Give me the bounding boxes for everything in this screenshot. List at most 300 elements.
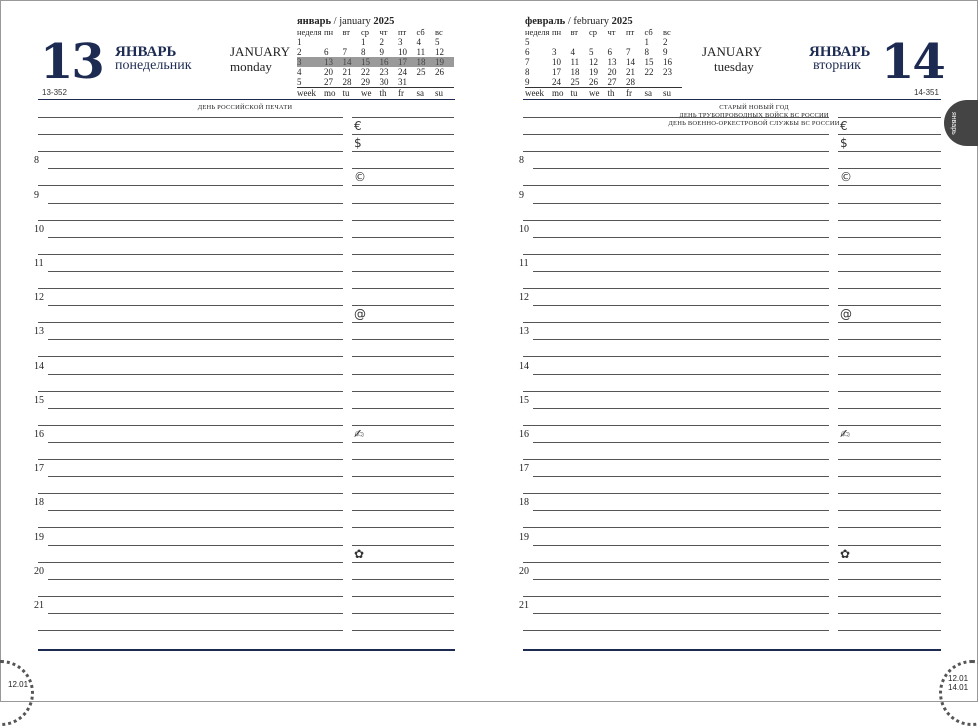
side-note-line[interactable] [352, 459, 454, 460]
write-line[interactable] [38, 151, 343, 152]
side-note-line[interactable] [352, 203, 454, 204]
write-line[interactable] [38, 288, 343, 289]
weekday-ru: вторник [813, 58, 861, 73]
write-line[interactable] [48, 237, 343, 238]
day-number: 14 [881, 34, 944, 90]
euro-icon: € [840, 119, 848, 133]
side-note-line[interactable] [838, 203, 941, 204]
hour-label: 19 [34, 532, 44, 543]
side-note-line[interactable] [838, 168, 941, 169]
calendar-cell: we [361, 88, 380, 99]
calendar-cell [417, 77, 436, 88]
side-note-line[interactable] [352, 220, 454, 221]
calendar-cell: 13 [324, 57, 343, 67]
side-note-line[interactable] [838, 305, 941, 306]
header-rule [523, 99, 941, 100]
calendar-cell: 21 [626, 67, 635, 77]
side-note-line[interactable] [352, 408, 454, 409]
calendar-cell: вс [435, 27, 443, 37]
calendar-cell: 12 [589, 57, 598, 67]
write-line[interactable] [523, 356, 829, 357]
write-line[interactable] [38, 425, 343, 426]
write-line[interactable] [523, 391, 829, 392]
write-line[interactable] [523, 527, 829, 528]
write-line[interactable] [533, 374, 829, 375]
calendar-cell [552, 37, 571, 47]
write-line[interactable] [48, 510, 343, 511]
calendar-cell: 18 [417, 57, 436, 67]
calendar-cell: 21 [342, 67, 352, 77]
footer-rule [38, 649, 455, 651]
write-line[interactable] [523, 220, 829, 221]
side-note-line[interactable] [352, 168, 454, 169]
calendar-cell: 26 [589, 77, 598, 87]
write-line[interactable] [48, 271, 343, 272]
right-page [489, 0, 978, 702]
calendar-cell: вт [570, 27, 579, 37]
weekday-en: tuesday [714, 59, 754, 74]
hour-label: 16 [34, 429, 44, 440]
write-line[interactable] [38, 391, 343, 392]
side-note-line[interactable] [838, 425, 941, 426]
month-ru: ЯНВАРЬ [809, 44, 871, 60]
calendar-cell: 29 [361, 77, 370, 87]
side-note-line[interactable] [352, 391, 454, 392]
write-line[interactable] [533, 579, 829, 580]
left-page [0, 0, 489, 702]
side-note-line[interactable] [838, 459, 941, 460]
side-note-line[interactable] [838, 374, 941, 375]
hour-label: 17 [519, 463, 529, 474]
calendar-cell: 1 [644, 37, 649, 47]
at-icon: @ [840, 307, 852, 321]
calendar-cell [645, 77, 664, 88]
write-line[interactable] [523, 117, 829, 118]
calendar-cell: 19 [589, 67, 598, 77]
calendar-title: январь / january 2025 [297, 16, 395, 27]
side-note-line[interactable] [352, 630, 454, 631]
calendar-grid [525, 27, 682, 98]
calendar-cell: неделя [525, 27, 550, 37]
write-line[interactable] [533, 339, 829, 340]
calendar-cell: 2 [663, 37, 668, 47]
write-line[interactable] [38, 254, 343, 255]
write-line[interactable] [48, 579, 343, 580]
day-code: 14-351 [914, 88, 939, 97]
calendar-cell: 7 [626, 47, 631, 57]
hour-label: 17 [34, 463, 44, 474]
hour-label: 19 [519, 532, 529, 543]
month-en: JANUARY [230, 44, 290, 59]
euro-icon: € [354, 119, 362, 133]
side-note-line[interactable] [352, 476, 454, 477]
hour-label: 10 [519, 224, 529, 235]
calendar-cell: 11 [570, 57, 580, 67]
calendar-cell: th [608, 88, 627, 99]
side-note-line[interactable] [352, 374, 454, 375]
holiday-list [100, 104, 390, 112]
calendar-cell: 23 [379, 67, 389, 77]
write-line[interactable] [48, 442, 343, 443]
hour-label: 14 [519, 361, 529, 372]
calendar-cell: 8 [644, 47, 649, 57]
holiday-item: СТАРЫЙ НОВЫЙ ГОД [719, 104, 789, 111]
calendar-cell [343, 37, 362, 47]
side-note-line[interactable] [838, 630, 941, 631]
write-line[interactable] [523, 493, 829, 494]
weekday-en: monday [230, 59, 272, 74]
calendar-cell: sa [645, 88, 664, 99]
hour-label: 15 [519, 395, 529, 406]
calendar-cell: 12 [435, 47, 444, 57]
side-note-line[interactable] [352, 356, 454, 357]
calendar-cell: 25 [570, 77, 580, 87]
side-note-line[interactable] [838, 596, 941, 597]
calendar-cell: 20 [607, 67, 617, 77]
hour-label: 21 [519, 600, 529, 611]
decorative-dots [939, 660, 978, 726]
side-note-line[interactable] [352, 596, 454, 597]
hour-label: 18 [34, 497, 44, 508]
holiday-item: ДЕНЬ РОССИЙСКОЙ ПЕЧАТИ [197, 104, 293, 111]
side-note-line[interactable] [838, 562, 941, 563]
write-line[interactable] [48, 545, 343, 546]
calendar-cell: 17 [398, 57, 417, 67]
calendar-cell: 8 [525, 67, 530, 77]
calendar-cell [589, 37, 608, 47]
side-note-line[interactable] [838, 493, 941, 494]
page-number: 12.01 14.01 [948, 674, 969, 692]
calendar-cell: sa [417, 88, 436, 99]
calendar-cell: пн [552, 27, 562, 37]
calendar-cell: 1 [361, 37, 366, 47]
side-note-line[interactable] [838, 288, 941, 289]
write-line[interactable] [48, 203, 343, 204]
holiday-item: ДЕНЬ ТРУБОПРОВОДНЫХ ВОЙСК ВС РОССИИ [679, 112, 829, 119]
calendar-cell: 27 [324, 77, 333, 87]
write-line[interactable] [523, 134, 829, 135]
side-note-line[interactable] [352, 510, 454, 511]
write-line[interactable] [38, 185, 343, 186]
calendar-cell: 19 [435, 57, 454, 67]
calendar-cell: tu [343, 88, 362, 99]
side-note-line[interactable] [838, 339, 941, 340]
calendar-cell: 20 [324, 67, 333, 77]
calendar-cell: 5 [297, 77, 302, 87]
side-note-line[interactable] [838, 237, 941, 238]
calendar-cell: 16 [380, 57, 399, 67]
write-line[interactable] [533, 305, 829, 306]
side-note-line[interactable] [838, 442, 941, 443]
calendar-cell: tu [571, 88, 590, 99]
side-note-line[interactable] [838, 185, 941, 186]
calendar-cell: 10 [398, 47, 407, 57]
hour-label: 10 [34, 224, 44, 235]
calendar-cell: сб [644, 27, 653, 37]
calendar-cell [663, 77, 682, 88]
writing-hand-icon: ✍ [354, 427, 365, 441]
calendar-cell: 24 [552, 77, 561, 87]
side-note-line[interactable] [352, 562, 454, 563]
side-note-line[interactable] [838, 356, 941, 357]
side-note-line[interactable] [352, 254, 454, 255]
calendar-cell [608, 37, 627, 47]
write-line[interactable] [533, 203, 829, 204]
side-note-line[interactable] [838, 271, 941, 272]
side-note-line[interactable] [352, 185, 454, 186]
calendar-cell [571, 37, 590, 47]
side-note-line[interactable] [352, 151, 454, 152]
hour-label: 15 [34, 395, 44, 406]
header-rule [38, 99, 455, 100]
hour-label: 9 [34, 190, 39, 201]
write-line[interactable] [533, 271, 829, 272]
write-line[interactable] [533, 476, 829, 477]
calendar-cell: 8 [361, 47, 366, 57]
side-note-line[interactable] [838, 476, 941, 477]
calendar-cell: 9 [379, 47, 384, 57]
side-note-line[interactable] [352, 579, 454, 580]
calendar-cell: пт [398, 27, 407, 37]
dollar-icon: $ [840, 136, 848, 150]
write-line[interactable] [533, 408, 829, 409]
side-note-line[interactable] [838, 134, 941, 135]
side-note-line[interactable] [352, 271, 454, 272]
calendar-cell: 10 [552, 57, 561, 67]
write-line[interactable] [533, 510, 829, 511]
write-line[interactable] [38, 459, 343, 460]
write-line[interactable] [38, 220, 343, 221]
calendar-cell: 14 [626, 57, 635, 67]
calendar-cell [626, 37, 645, 47]
side-note-line[interactable] [352, 425, 454, 426]
calendar-grid [297, 27, 454, 98]
side-note-line[interactable] [352, 305, 454, 306]
hour-label: 8 [34, 155, 39, 166]
hour-label: 12 [519, 292, 529, 303]
side-note-line[interactable] [352, 493, 454, 494]
write-line[interactable] [38, 356, 343, 357]
calendar-cell: 22 [361, 67, 370, 77]
calendar-cell: чт [379, 27, 388, 37]
dollar-icon: $ [354, 136, 362, 150]
write-line[interactable] [523, 459, 829, 460]
write-line[interactable] [533, 545, 829, 546]
side-note-line[interactable] [838, 254, 941, 255]
calendar-cell [435, 77, 454, 88]
mini-calendar [525, 17, 682, 98]
calendar-cell: 2 [379, 37, 384, 47]
holiday-item: ДЕНЬ ВОЕННО-ОРКЕСТРОВОЙ СЛУЖБЫ ВС РОССИИ [668, 120, 840, 127]
flower-icon: ✿ [354, 547, 365, 561]
side-note-line[interactable] [838, 117, 941, 118]
write-line[interactable] [48, 374, 343, 375]
write-line[interactable] [533, 442, 829, 443]
month-ru: ЯНВАРЬ [115, 44, 177, 60]
side-note-line[interactable] [838, 322, 941, 323]
calendar-cell: чт [607, 27, 616, 37]
holiday-list [639, 104, 869, 128]
side-note-line[interactable] [838, 527, 941, 528]
calendar-cell: 3 [297, 57, 324, 67]
calendar-cell: mo [552, 88, 571, 99]
side-note-line[interactable] [838, 545, 941, 546]
calendar-cell: пн [324, 27, 334, 37]
write-line[interactable] [533, 237, 829, 238]
calendar-cell: 30 [379, 77, 389, 87]
hour-label: 12 [34, 292, 44, 303]
hour-label: 18 [519, 497, 529, 508]
calendar-cell: 4 [570, 47, 575, 57]
hour-label: 11 [34, 258, 44, 269]
hour-label: 20 [519, 566, 529, 577]
side-note-line[interactable] [352, 288, 454, 289]
side-note-line[interactable] [838, 220, 941, 221]
calendar-cell: 18 [570, 67, 580, 77]
calendar-cell: 4 [297, 67, 302, 77]
write-line[interactable] [523, 254, 829, 255]
calendar-cell: 7 [525, 57, 530, 67]
write-line[interactable] [523, 288, 829, 289]
calendar-cell: 6 [525, 47, 530, 57]
writing-hand-icon: ✍ [840, 427, 851, 441]
calendar-cell: 15 [361, 57, 380, 67]
write-line[interactable] [523, 425, 829, 426]
calendar-cell: ср [361, 27, 370, 37]
side-note-line[interactable] [352, 442, 454, 443]
write-line[interactable] [48, 168, 343, 169]
write-line[interactable] [523, 630, 829, 631]
flower-icon: ✿ [840, 547, 851, 561]
write-line[interactable] [48, 476, 343, 477]
calendar-cell: сб [416, 27, 425, 37]
write-line[interactable] [38, 596, 343, 597]
side-note-line[interactable] [838, 510, 941, 511]
calendar-cell: 11 [416, 47, 426, 57]
calendar-cell: 5 [525, 37, 530, 47]
side-note-line[interactable] [352, 322, 454, 323]
write-line[interactable] [523, 151, 829, 152]
write-line[interactable] [523, 322, 829, 323]
write-line[interactable] [523, 185, 829, 186]
day-number: 13 [40, 34, 103, 90]
hour-label: 11 [519, 258, 529, 269]
calendar-cell: 16 [663, 57, 672, 67]
calendar-cell: week [525, 88, 552, 99]
hour-label: 16 [519, 429, 529, 440]
calendar-cell: 28 [626, 77, 635, 87]
side-note-line[interactable] [352, 545, 454, 546]
hour-label: 21 [34, 600, 44, 611]
hour-label: 8 [519, 155, 524, 166]
calendar-cell: 22 [644, 67, 654, 77]
write-line[interactable] [533, 168, 829, 169]
calendar-cell: 5 [435, 37, 440, 47]
calendar-cell: 5 [589, 47, 594, 57]
calendar-cell: неделя [297, 27, 322, 37]
calendar-cell: 3 [398, 37, 403, 47]
write-line[interactable] [48, 613, 343, 614]
write-line[interactable] [38, 134, 343, 135]
calendar-cell: 24 [398, 67, 407, 77]
side-note-line[interactable] [838, 579, 941, 580]
calendar-cell: пт [626, 27, 635, 37]
calendar-cell: week [297, 88, 324, 99]
weekday-ru: понедельник [115, 58, 192, 73]
write-line[interactable] [38, 630, 343, 631]
calendar-cell: 6 [607, 47, 612, 57]
write-line[interactable] [38, 322, 343, 323]
side-note-line[interactable] [838, 408, 941, 409]
calendar-cell: 2 [297, 47, 302, 57]
side-note-line[interactable] [352, 613, 454, 614]
side-note-line[interactable] [352, 527, 454, 528]
calendar-cell: 28 [342, 77, 352, 87]
calendar-cell: 6 [324, 47, 329, 57]
calendar-cell: mo [324, 88, 343, 99]
calendar-cell: th [380, 88, 399, 99]
footer-rule [523, 649, 941, 651]
side-note-line[interactable] [352, 339, 454, 340]
page-number: 12.01 [8, 680, 29, 689]
side-note-line[interactable] [352, 117, 454, 118]
calendar-cell: 9 [525, 77, 530, 87]
calendar-cell: ср [589, 27, 598, 37]
hour-label: 13 [519, 326, 529, 337]
write-line[interactable] [48, 339, 343, 340]
calendar-cell: 14 [343, 57, 362, 67]
day-code: 13-352 [42, 88, 67, 97]
calendar-cell: fr [626, 88, 645, 99]
side-note-line[interactable] [352, 237, 454, 238]
at-icon: @ [354, 307, 366, 321]
hour-label: 14 [34, 361, 44, 372]
calendar-cell: fr [398, 88, 417, 99]
month-tab-label: январь [950, 112, 957, 135]
calendar-title: февраль / february 2025 [525, 16, 633, 27]
write-line[interactable] [38, 493, 343, 494]
side-note-line[interactable] [838, 391, 941, 392]
calendar-cell: 17 [552, 67, 561, 77]
write-line[interactable] [38, 117, 343, 118]
calendar-cell: we [589, 88, 608, 99]
write-line[interactable] [533, 613, 829, 614]
calendar-cell: 3 [552, 47, 557, 57]
calendar-cell: 13 [607, 57, 617, 67]
write-line[interactable] [523, 596, 829, 597]
write-line[interactable] [38, 562, 343, 563]
calendar-cell: 4 [416, 37, 421, 47]
month-en: JANUARY [702, 44, 762, 59]
write-line[interactable] [38, 527, 343, 528]
decorative-dots [0, 660, 34, 726]
calendar-cell: 26 [435, 67, 444, 77]
write-line[interactable] [48, 408, 343, 409]
calendar-cell: 25 [416, 67, 426, 77]
calendar-cell: 1 [297, 37, 302, 47]
calendar-cell: 27 [607, 77, 617, 87]
copyright-icon: © [840, 170, 852, 184]
calendar-cell: su [663, 88, 682, 99]
calendar-cell: 9 [663, 47, 668, 57]
write-line[interactable] [48, 305, 343, 306]
mini-calendar [297, 17, 454, 98]
write-line[interactable] [523, 562, 829, 563]
side-note-line[interactable] [838, 613, 941, 614]
side-note-line[interactable] [352, 134, 454, 135]
hour-label: 13 [34, 326, 44, 337]
side-note-line[interactable] [838, 151, 941, 152]
